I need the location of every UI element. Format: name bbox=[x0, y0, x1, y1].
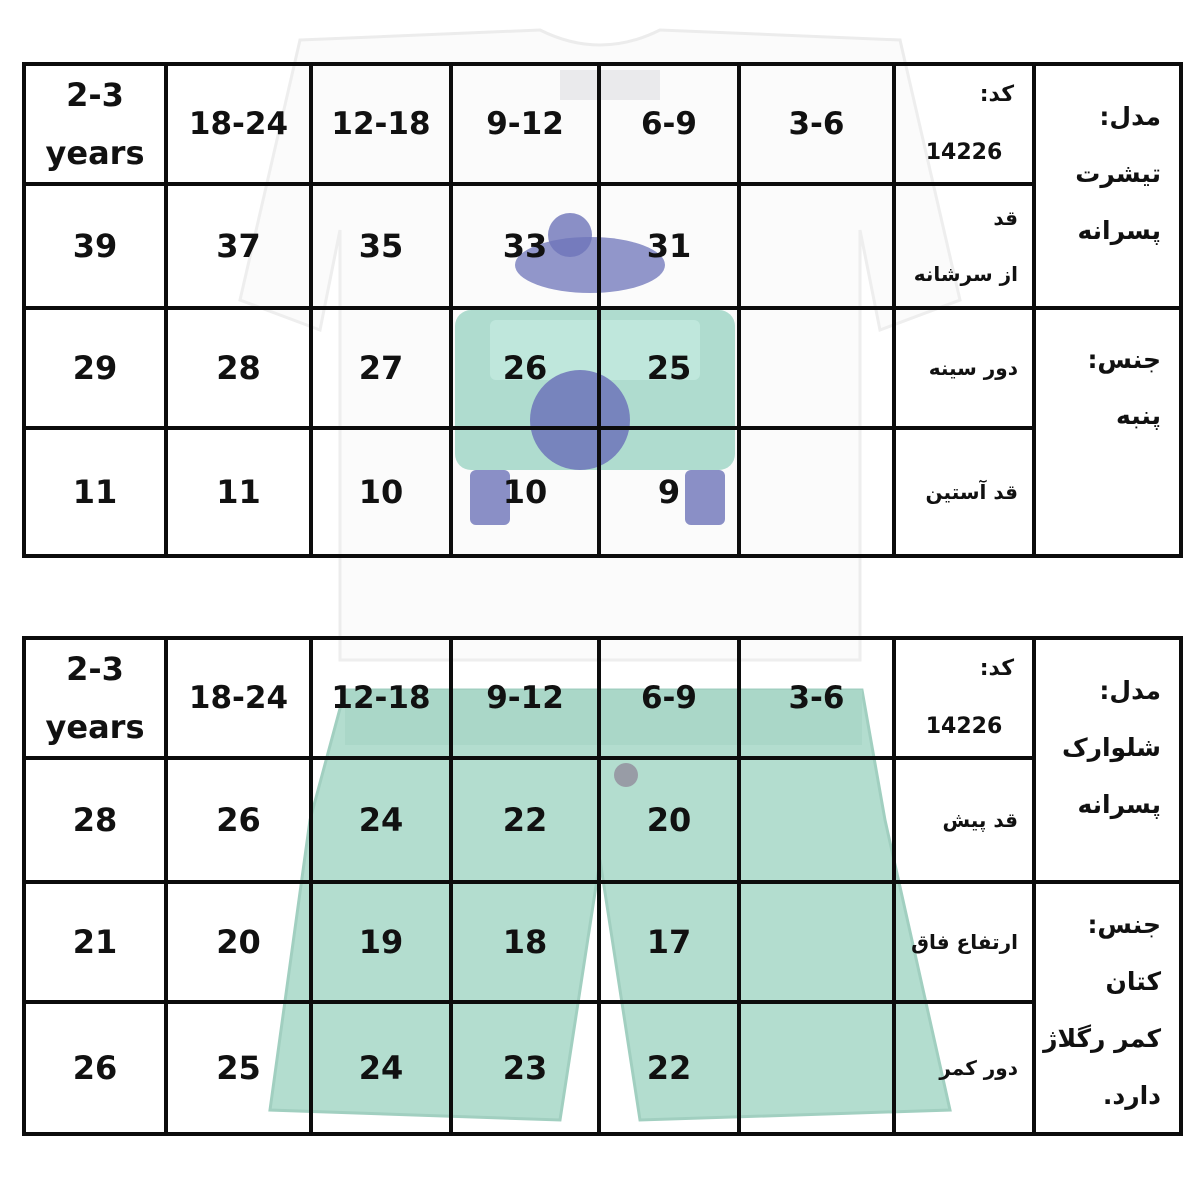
code-label: کد: bbox=[979, 656, 1014, 681]
fabric-value: پنبه bbox=[1116, 401, 1161, 430]
value-cell: 23 bbox=[451, 1002, 599, 1134]
model-name-line1: شلوارک bbox=[1061, 733, 1161, 762]
value-cell bbox=[739, 184, 894, 308]
value-cell: 9 bbox=[599, 428, 739, 556]
value-cell: 26 bbox=[166, 758, 311, 882]
age-header-12-18: 12-18 bbox=[311, 64, 451, 184]
value-cell: 19 bbox=[311, 882, 451, 1002]
model-name-line2: پسرانه bbox=[1077, 216, 1161, 245]
value-cell: 35 bbox=[311, 184, 451, 308]
value-cell bbox=[739, 308, 894, 428]
code-value: 14226 bbox=[925, 714, 1003, 739]
age-header-9-12: 9-12 bbox=[451, 638, 599, 758]
age-header-6-9: 6-9 bbox=[599, 638, 739, 758]
value-cell: 20 bbox=[166, 882, 311, 1002]
fabric-label: جنس: bbox=[1087, 910, 1161, 939]
value-cell: 26 bbox=[24, 1002, 166, 1134]
value-cell: 21 bbox=[24, 882, 166, 1002]
measure-label-length-line1: قد bbox=[993, 206, 1018, 230]
age-header-18-24: 18-24 bbox=[166, 64, 311, 184]
model-info-cell bbox=[1034, 638, 1181, 882]
age-header-2-3-line2: years bbox=[45, 134, 145, 172]
value-cell: 33 bbox=[451, 184, 599, 308]
measure-label-front-rise: قد پیش bbox=[894, 758, 1034, 882]
age-header-2-3-line1: 2-3 bbox=[66, 76, 124, 114]
measure-label-length bbox=[894, 184, 1034, 308]
value-cell: 27 bbox=[311, 308, 451, 428]
value-cell: 24 bbox=[311, 1002, 451, 1134]
age-header-18-24: 18-24 bbox=[166, 638, 311, 758]
waist-note-line2: دارد. bbox=[1102, 1081, 1161, 1110]
value-cell: 22 bbox=[599, 1002, 739, 1134]
value-cell: 29 bbox=[24, 308, 166, 428]
age-header-3-6: 3-6 bbox=[739, 638, 894, 758]
value-cell: 26 bbox=[451, 308, 599, 428]
measure-label-sleeve: قد آستین bbox=[894, 428, 1034, 556]
value-cell bbox=[739, 428, 894, 556]
value-cell: 22 bbox=[451, 758, 599, 882]
age-header-3-6: 3-6 bbox=[739, 64, 894, 184]
code-label: کد: bbox=[979, 82, 1014, 107]
age-header-2-3 bbox=[24, 64, 166, 184]
fabric-info-cell bbox=[1034, 308, 1181, 556]
product-code-cell bbox=[894, 64, 1034, 184]
value-cell bbox=[739, 882, 894, 1002]
value-cell: 10 bbox=[311, 428, 451, 556]
age-header-12-18: 12-18 bbox=[311, 638, 451, 758]
measure-label-length-line2: از سرشانه bbox=[913, 262, 1018, 286]
age-header-2-3-line1: 2-3 bbox=[66, 650, 124, 688]
measure-label-waist: دور کمر bbox=[894, 1002, 1034, 1134]
value-cell: 10 bbox=[451, 428, 599, 556]
product-code-cell bbox=[894, 638, 1034, 758]
measure-label-chest: دور سینه bbox=[894, 308, 1034, 428]
value-cell: 25 bbox=[599, 308, 739, 428]
value-cell: 11 bbox=[166, 428, 311, 556]
model-name-line2: پسرانه bbox=[1077, 790, 1161, 819]
value-cell: 37 bbox=[166, 184, 311, 308]
measure-label-crotch-height: ارتفاع فاق bbox=[894, 882, 1034, 1002]
waist-note-line1: کمر رگلاژ bbox=[1043, 1024, 1161, 1053]
model-info-cell bbox=[1034, 64, 1181, 308]
value-cell: 20 bbox=[599, 758, 739, 882]
value-cell: 28 bbox=[166, 308, 311, 428]
model-label: مدل: bbox=[1099, 676, 1161, 705]
value-cell: 25 bbox=[166, 1002, 311, 1134]
value-cell: 31 bbox=[599, 184, 739, 308]
value-cell bbox=[739, 1002, 894, 1134]
value-cell: 18 bbox=[451, 882, 599, 1002]
age-header-2-3-line2: years bbox=[45, 708, 145, 746]
age-header-2-3 bbox=[24, 638, 166, 758]
shorts-size-table bbox=[22, 636, 1183, 1136]
model-label: مدل: bbox=[1099, 102, 1161, 131]
code-value: 14226 bbox=[925, 140, 1003, 165]
age-header-9-12: 9-12 bbox=[451, 64, 599, 184]
model-name-line1: تیشرت bbox=[1075, 159, 1161, 188]
age-header-6-9: 6-9 bbox=[599, 64, 739, 184]
value-cell: 17 bbox=[599, 882, 739, 1002]
fabric-info-cell bbox=[1034, 882, 1181, 1134]
tshirt-size-table bbox=[22, 62, 1183, 558]
value-cell: 11 bbox=[24, 428, 166, 556]
value-cell: 28 bbox=[24, 758, 166, 882]
value-cell bbox=[739, 758, 894, 882]
fabric-value: کتان bbox=[1105, 967, 1161, 996]
value-cell: 24 bbox=[311, 758, 451, 882]
value-cell: 39 bbox=[24, 184, 166, 308]
fabric-label: جنس: bbox=[1087, 345, 1161, 374]
